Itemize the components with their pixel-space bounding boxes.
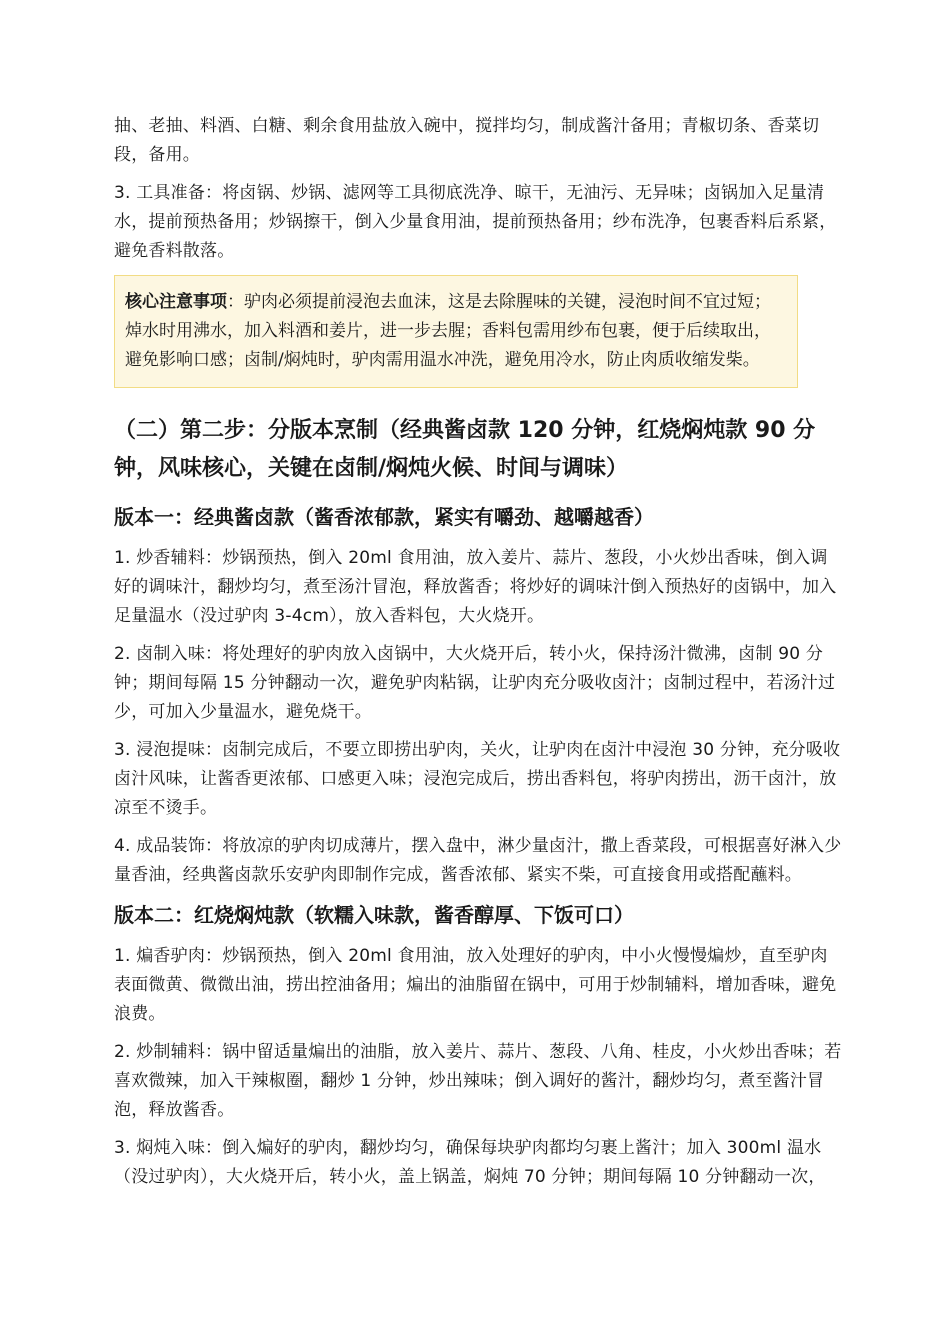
version1-step-4: 4. 成品装饰：将放凉的驴肉切成薄片，摆入盘中，淋少量卤汁，撒上香菜段，可根据喜好淋入少量香油，经典酱卤款乐安驴肉即制作完成，酱香浓郁、紧实不柴，可直接食用或搭配蘸料。 (114, 836, 842, 885)
section-heading: （二）第二步：分版本烹制（经典酱卤款 120 分钟，红烧焖炖款 90 分钟，风味核心，关键在卤制/焖炖火候、时间与调味） (114, 418, 816, 481)
callout-label: 核心注意事项 (125, 292, 227, 312)
intro-paragraph-2: 3. 工具准备：将卤锅、炒锅、滤网等工具彻底洗净、晾干，无油污、无异味；卤锅加入足量清水，提前预热备用；炒锅擦干，倒入少量食用油，提前预热备用；纱布洗净，包裹香料后系紧，避免香料散落。 (114, 183, 837, 261)
version2-heading: 版本二：红烧焖炖款（软糯入味款，酱香醇厚、下饭可口） (114, 903, 634, 927)
document-page (114, 112, 844, 1201)
version2-step-3: 3. 焖炖入味：倒入煸好的驴肉，翻炒均匀，确保每块驴肉都均匀裹上酱汁；加入 300ml 温水（没过驴肉），大火烧开后，转小火，盖上锅盖，焖炖 70 分钟；期间每隔 10 分钟翻动一次， (114, 1138, 826, 1187)
note-callout (114, 275, 798, 388)
version2-step-1: 1. 煸香驴肉：炒锅预热，倒入 20ml 食用油，放入处理好的驴肉，中小火慢慢煸炒，直至驴肉表面微黄、微微出油，捞出控油备用；煸出的油脂留在锅中，可用于炒制辅料，增加香味，避免浪费。 (114, 946, 837, 1024)
intro-paragraph-1: 抽、老抽、料酒、白糖、剩余食用盐放入碗中，搅拌均匀，制成酱汁备用；青椒切条、香菜切段，备用。 (114, 116, 820, 165)
version1-heading: 版本一：经典酱卤款（酱香浓郁款，紧实有嚼劲、越嚼越香） (114, 505, 654, 529)
callout-text: ：驴肉必须提前浸泡去血沫，这是去除腥味的关键，浸泡时间不宜过短；焯水时用沸水，加入料酒和姜片，进一步去腥；香料包需用纱布包裹，便于后续取出，避免影响口感；卤制/焖炖时，驴肉需用温水冲洗，避免用冷水，防止肉质收缩发柴。 (125, 292, 771, 370)
version1-step-3: 3. 浸泡提味：卤制完成后，不要立即捞出驴肉，关火，让驴肉在卤汁中浸泡 30 分钟，充分吸收卤汁风味，让酱香更浓郁、口感更入味；浸泡完成后，捞出香料包，将驴肉捞出，沥干卤汁，放凉至不烫手。 (114, 740, 841, 818)
version1-step-2: 2. 卤制入味：将处理好的驴肉放入卤锅中，大火烧开后，转小火，保持汤汁微沸，卤制 90 分钟；期间每隔 15 分钟翻动一次，避免驴肉粘锅，让驴肉充分吸收卤汁；卤制过程中，若汤汁过少，可加入少量温水，避免烧干。 (114, 644, 836, 722)
version2-step-2: 2. 炒制辅料：锅中留适量煸出的油脂，放入姜片、蒜片、葱段、八角、桂皮，小火炒出香味；若喜欢微辣，加入干辣椒圈，翻炒 1 分钟，炒出辣味；倒入调好的酱汁，翻炒均匀，煮至酱汁冒泡，释放酱香。 (114, 1042, 842, 1120)
version1-step-1: 1. 炒香辅料：炒锅预热，倒入 20ml 食用油，放入姜片、蒜片、葱段，小火炒出香味，倒入调好的调味汁，翻炒均匀，煮至汤汁冒泡，释放酱香；将炒好的调味汁倒入预热好的卤锅中，加入足量温水（没过驴肉 3-4cm），放入香料包，大火烧开。 (114, 548, 837, 626)
